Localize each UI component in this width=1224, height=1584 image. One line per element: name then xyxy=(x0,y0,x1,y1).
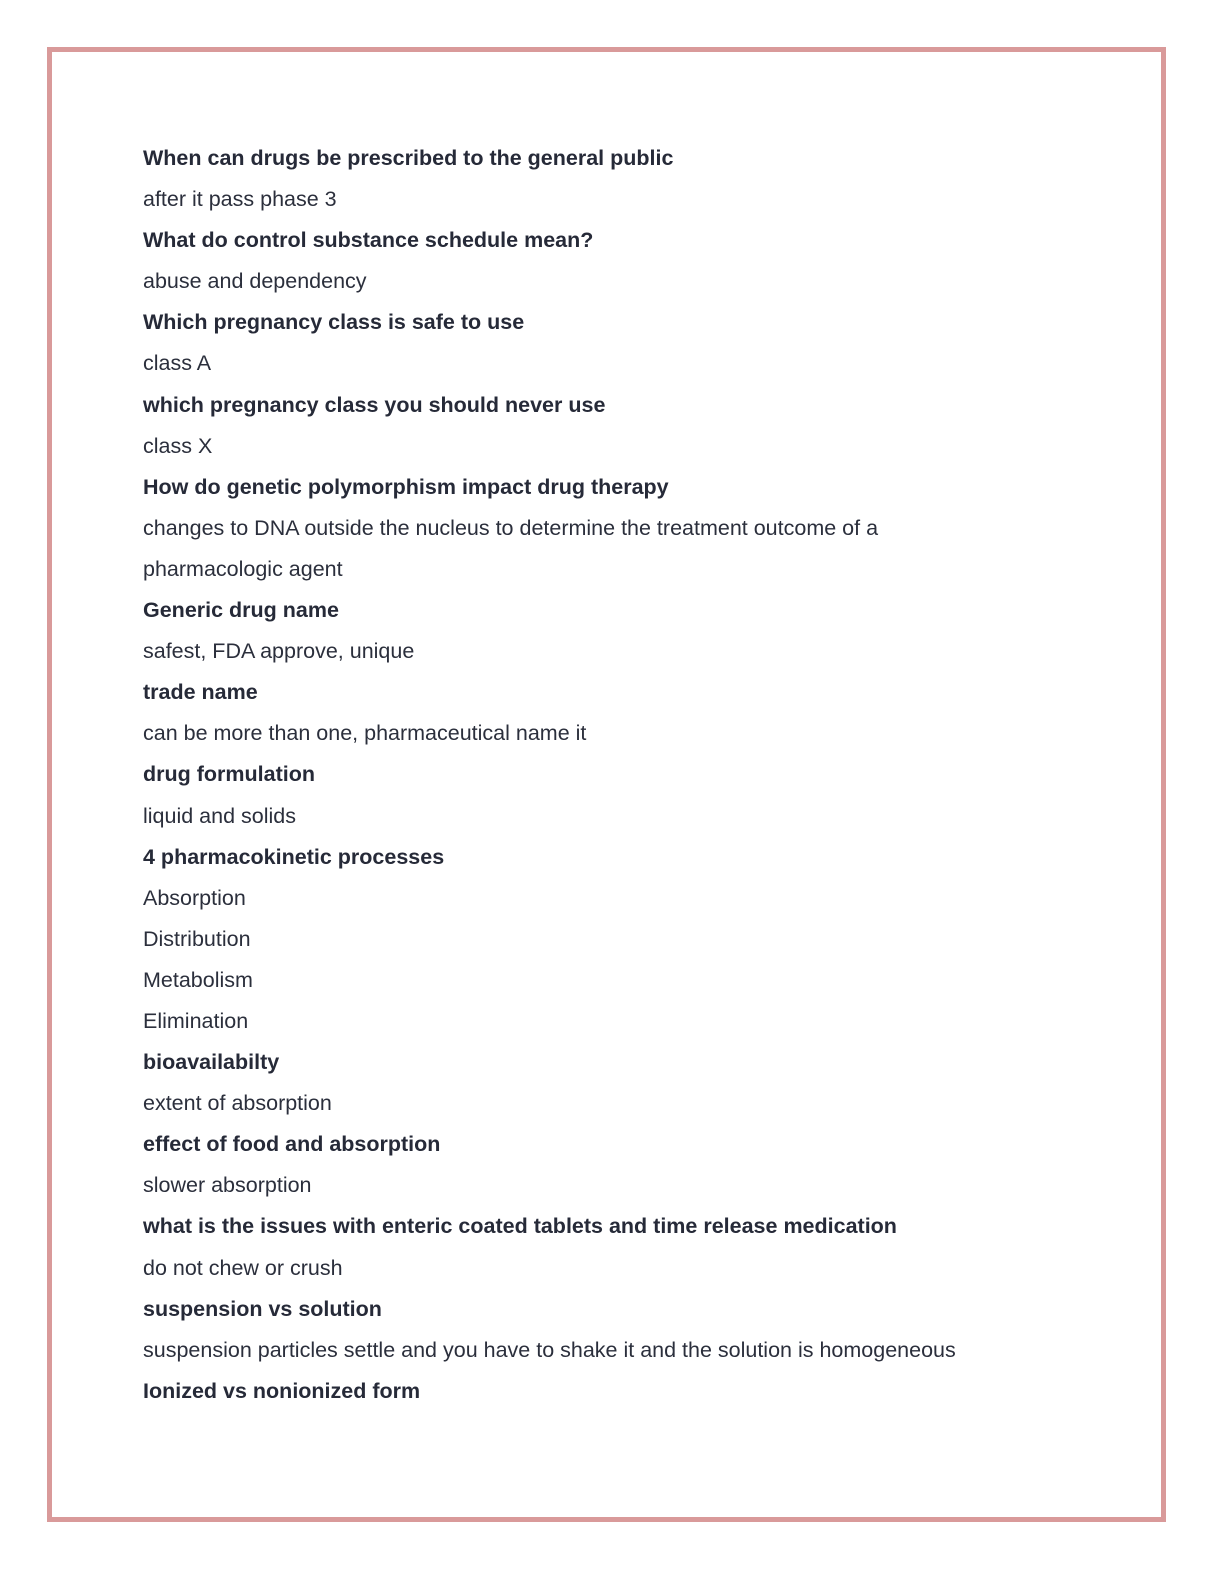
answer-line: slower absorption xyxy=(143,1173,312,1198)
question-line: Ionized vs nonionized form xyxy=(143,1378,421,1403)
answer-line: can be more than one, pharmaceutical name it xyxy=(143,721,587,746)
answer-line: Absorption xyxy=(143,885,246,910)
answer-line: pharmacologic agent xyxy=(143,556,343,581)
answer-line: after it pass phase 3 xyxy=(143,187,337,212)
question-line: Generic drug name xyxy=(143,598,339,623)
answer-line: Distribution xyxy=(143,926,251,951)
answer-line: do not chew or crush xyxy=(143,1255,343,1280)
answer-line: extent of absorption xyxy=(143,1091,332,1116)
answer-line: abuse and dependency xyxy=(143,269,367,294)
answer-line: safest, FDA approve, unique xyxy=(143,639,415,664)
question-line: which pregnancy class you should never use xyxy=(143,392,606,417)
answer-line: class X xyxy=(143,433,213,458)
question-line: suspension vs solution xyxy=(143,1296,382,1321)
question-line: How do genetic polymorphism impact drug therapy xyxy=(143,474,669,499)
answer-line: liquid and solids xyxy=(143,803,296,828)
answer-line: class A xyxy=(143,351,212,376)
question-line: trade name xyxy=(143,680,258,705)
question-line: what is the issues with enteric coated tablets and time release medication xyxy=(143,1214,897,1239)
answer-line: Elimination xyxy=(143,1008,249,1033)
question-line: When can drugs be prescribed to the general public xyxy=(143,146,674,170)
question-line: 4 pharmacokinetic processes xyxy=(143,844,445,869)
answer-line: Metabolism xyxy=(143,967,253,992)
question-line: bioavailabilty xyxy=(143,1050,280,1075)
document-body xyxy=(143,138,1103,1412)
answer-line: suspension particles settle and you have to shake it and the solution is homogeneous xyxy=(143,1337,956,1362)
question-line: effect of food and absorption xyxy=(143,1132,441,1157)
question-line: drug formulation xyxy=(143,762,315,787)
answer-line: changes to DNA outside the nucleus to determine the treatment outcome of a xyxy=(143,515,879,540)
question-line: What do control substance schedule mean? xyxy=(143,228,594,253)
question-line: Which pregnancy class is safe to use xyxy=(143,310,525,335)
